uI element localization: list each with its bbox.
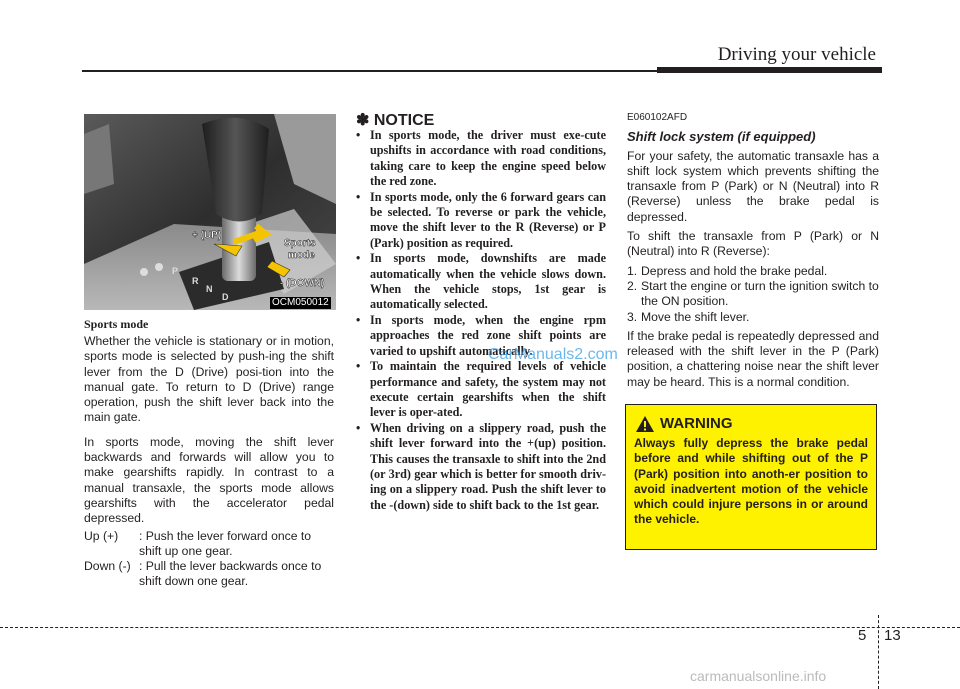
figure-caption: Sports mode bbox=[84, 317, 149, 331]
notice-title: NOTICE bbox=[373, 112, 435, 129]
definition-desc: : Pull the lever backwards once to shift down one gear. bbox=[139, 559, 322, 589]
warning-title: WARNING bbox=[660, 415, 733, 432]
notice-item: • In sports mode, only the 6 forward gears can be selected. To reverse or park the vehicle, move the shift lever to the R (Reverse) or P (Park) position as required. bbox=[356, 190, 606, 252]
footer-divider bbox=[878, 615, 879, 689]
gate-letter: P bbox=[172, 266, 179, 276]
watermark: carmanualsonline.info bbox=[690, 668, 827, 684]
definition-up bbox=[84, 529, 334, 560]
definition-down bbox=[84, 559, 334, 590]
step-text: Move the shift lever. bbox=[641, 309, 750, 324]
gate-letter: D bbox=[222, 292, 229, 302]
notice-item: • When driving on a slippery road, push the shift lever forward into the +(up) position. This causes the transaxle to shift into the 2nd (or 3rd) gear which is better for smooth driv-ing on a slippery road. Push the shift lever to the -(down) side to shift back to the 1st gear. bbox=[356, 421, 606, 513]
page-number: 13 bbox=[884, 627, 901, 644]
notice-list bbox=[356, 128, 606, 513]
step-text: Depress and hold the brake pedal. bbox=[641, 263, 828, 278]
mode-label: mode bbox=[288, 250, 315, 261]
warning-text: Always fully depress the brake pedal before and while shifting out of the P (Park) position into anoth-er position to avoid inadvertent motion of the vehicle which could injure persons in or around the vehicle. bbox=[634, 436, 868, 527]
header-title: Driving your vehicle bbox=[717, 44, 876, 65]
step-number: 1. bbox=[627, 263, 638, 278]
down-label: - (DOWN) bbox=[280, 278, 325, 289]
notice-item: • In sports mode, the driver must exe-cute upshifts in accordance with road conditions, taking care to keep the engine speed below the red zone. bbox=[356, 128, 606, 190]
watermark: CarManuals2.com bbox=[488, 346, 618, 363]
gate-letter: N bbox=[206, 284, 213, 294]
step-item bbox=[627, 279, 879, 310]
notice-item: • To maintain the required levels of vehicle performance and safety, the system may not execute certain gearshifts when the shift lever is oper-ated. bbox=[356, 359, 606, 421]
star-icon: ✽ bbox=[356, 112, 370, 129]
left-column bbox=[84, 334, 334, 590]
gate-letter: R bbox=[192, 276, 199, 286]
section-number: 5 bbox=[858, 627, 867, 644]
step-item bbox=[627, 310, 879, 325]
section-code: E060102AFD bbox=[627, 112, 688, 123]
warning-box bbox=[625, 404, 877, 550]
definition-term: Up (+) bbox=[84, 528, 119, 543]
step-number: 3. bbox=[627, 309, 638, 324]
right-column bbox=[627, 110, 879, 394]
paragraph: In sports mode, moving the shift lever backwards and forwards will allow you to make gearshifts rapidly. In contrast to a manual transaxle, the sports mode allows gearshifts with the accelerator pedal depressed. bbox=[84, 434, 334, 526]
paragraph: For your safety, the automatic transaxle has a shift lock system which prevents shifting the transaxle from P (Park) or N (Neutral) into R (Reverse) unless the brake pedal is depressed. bbox=[627, 148, 879, 224]
steps-list bbox=[627, 264, 879, 325]
shift-lever-photo bbox=[84, 114, 336, 310]
definition-term: Down (-) bbox=[84, 559, 131, 574]
paragraph: Whether the vehicle is stationary or in motion, sports mode is selected by push-ing the shift lever from the D (Drive) posi-tion into the manual gate. To return to D (Drive) range operation, push the shift lever back into the main gate. bbox=[84, 334, 334, 425]
up-label: + (UP) bbox=[192, 230, 222, 241]
section-subheading: Shift lock system (if equipped) bbox=[627, 129, 816, 145]
definition-desc: : Push the lever forward once to shift up one gear. bbox=[139, 528, 312, 558]
notice-item: • In sports mode, downshifts are made automatically when the vehicle slows down. When the vehicle stops, 1st gear is automatically selected. bbox=[356, 251, 606, 313]
header-rule-accent bbox=[657, 67, 882, 73]
sports-label: Sports bbox=[284, 238, 316, 249]
notice-item: • In sports mode, when the engine rpm approaches the red zone shift points are varied to upshift automatically. bbox=[356, 313, 606, 359]
step-text: Start the engine or turn the ignition switch to the ON position. bbox=[641, 278, 879, 309]
warning-heading bbox=[636, 415, 868, 432]
step-item bbox=[627, 264, 879, 279]
paragraph: If the brake pedal is repeatedly depressed and released with the shift lever in the P (Park) position, a chattering noise near the shift lever may be heard. This is a normal condition. bbox=[627, 328, 879, 389]
notice-heading bbox=[356, 110, 434, 130]
footer-rule bbox=[0, 627, 960, 628]
step-number: 2. bbox=[627, 278, 638, 293]
figure-code: OCM050012 bbox=[272, 297, 329, 308]
paragraph: To shift the transaxle from P (Park) or N (Neutral) into R (Reverse): bbox=[627, 229, 879, 259]
warning-triangle-icon bbox=[636, 416, 654, 432]
